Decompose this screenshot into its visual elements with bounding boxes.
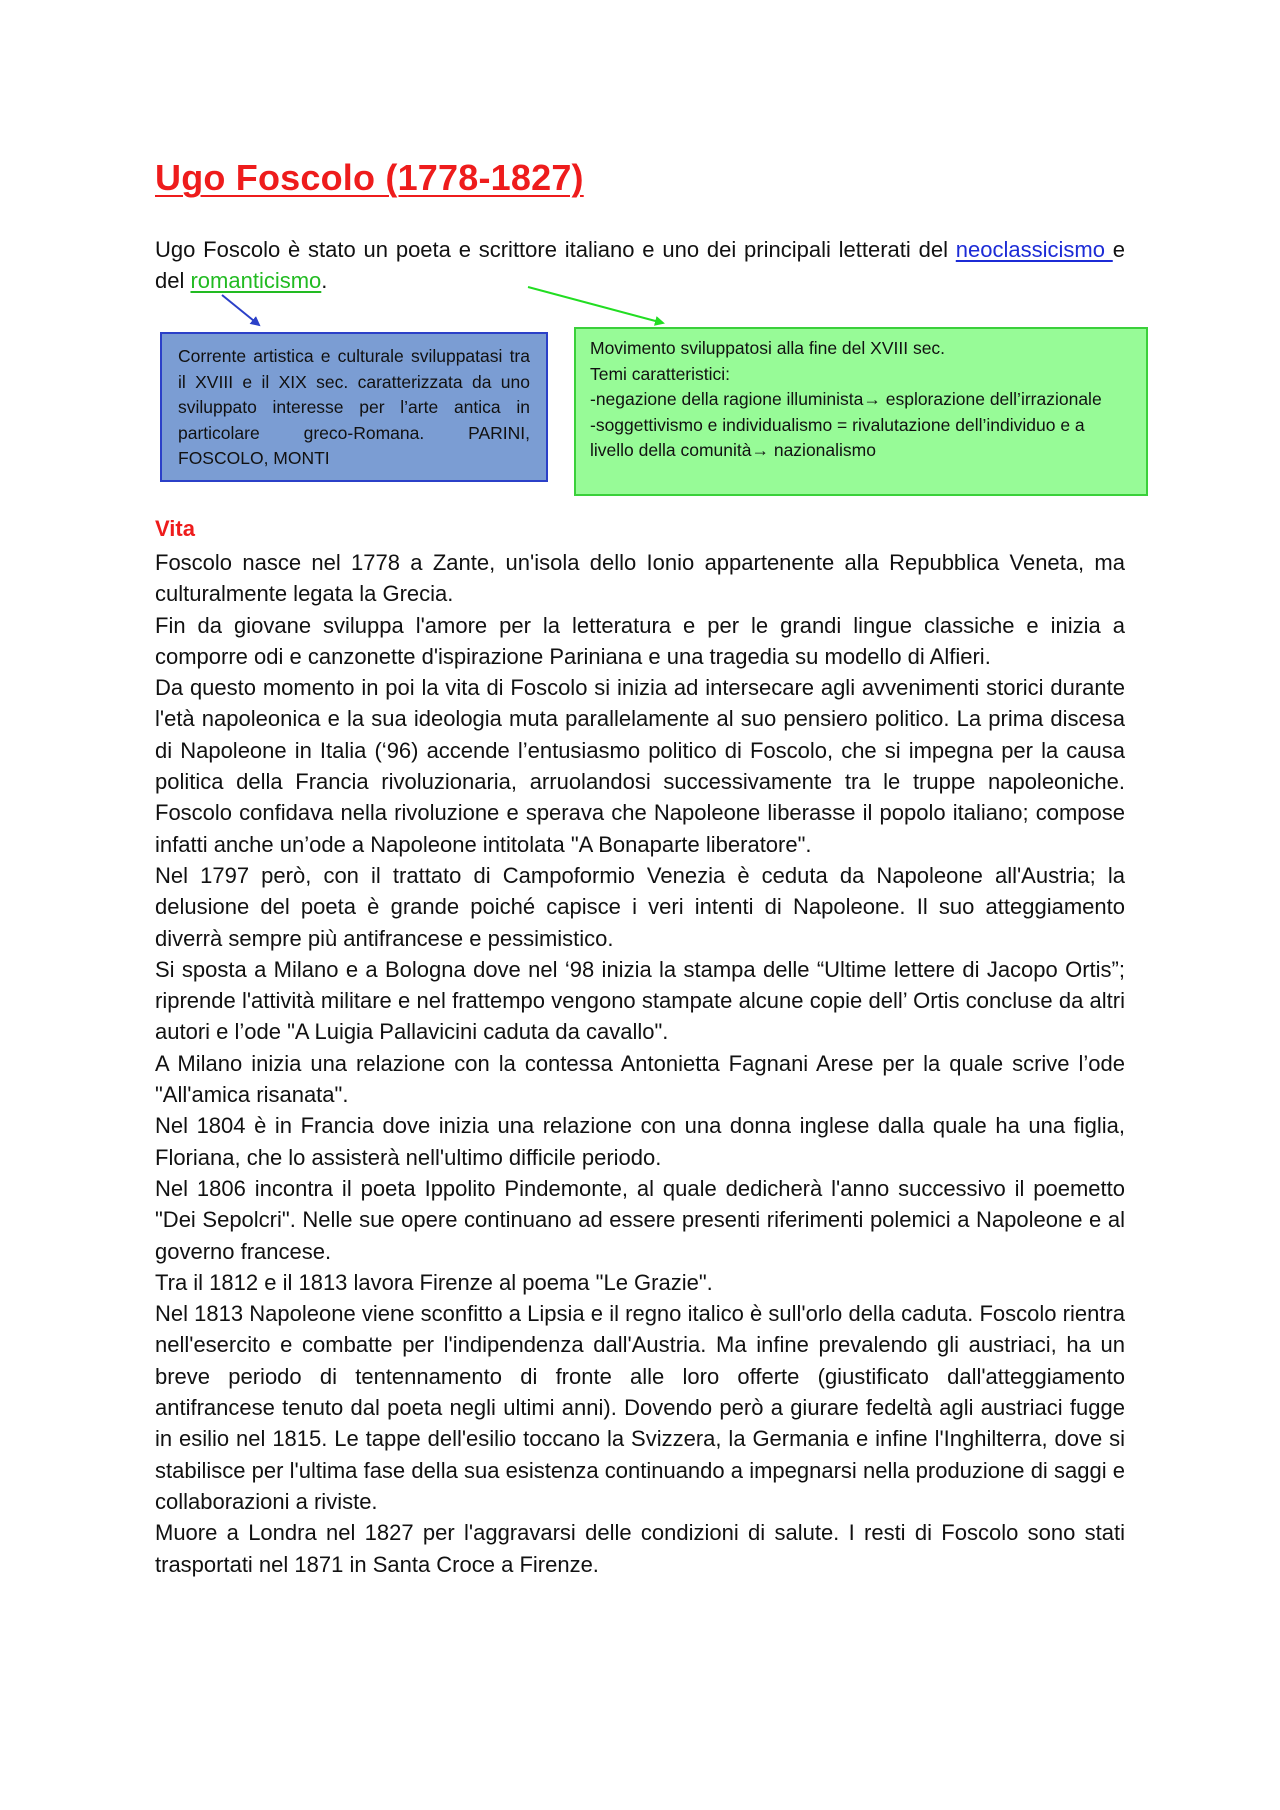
intro-paragraph: [155, 234, 1125, 296]
neoclassicismo-definition-box: [160, 332, 548, 482]
body-paragraph: A Milano inizia una relazione con la contessa Antonietta Fagnani Arese per la quale scrive l’ode "All'amica risanata".: [155, 1050, 1125, 1108]
body-paragraph: Nel 1813 Napoleone viene sconfitto a Lipsia e il regno italico è sull'orlo della caduta. Foscolo rientra nell'esercito e combatte per l'indipendenza dall'Austria. Ma infine prevalendo gli austriaci, ha un breve periodo di tentennamento di fronte alle loro offerte (giustificato dall'atteggiamento antifrancese tenuto dal poeta negli ultimi anni). Dovendo però a giurare fedeltà agli austriaci fugge in esilio nel 1815. Le tappe dell'esilio toccano la Svizzera, la Germania e infine l'Inghilterra, dove si stabilisce per l'ultima fase della sua esistenza continuando a impegnarsi nella produzione di saggi e collaborazioni a riviste.: [155, 1301, 1125, 1514]
box-blue-text: Corrente artistica e culturale sviluppatasi tra il XVIII e il XIX sec. caratterizzata da uno sviluppato interesse per l’arte antica in particolare greco-Romana. PARINI, FOSCOLO, MONTI: [178, 346, 530, 468]
vita-body: [155, 547, 1125, 1580]
box-green-line: Temi caratteristici:: [590, 363, 731, 384]
section-heading-vita: Vita: [155, 516, 195, 541]
intro-text-middle: e del: [155, 237, 1126, 293]
body-paragraph: Muore a Londra nel 1827 per l'aggravarsi delle condizioni di salute. I resti di Foscolo sono stati trasportati nel 1871 in Santa Croce a Firenze.: [155, 1520, 1125, 1577]
box-green-line: Movimento sviluppatosi alla fine del XVIII sec.: [590, 338, 946, 358]
romanticismo-definition-box: [574, 327, 1148, 496]
blue-arrow: [222, 295, 259, 325]
body-paragraph: Foscolo nasce nel 1778 a Zante, un'isola dello Ionio appartenente alla Repubblica Veneta, ma culturalmente legata la Grecia.: [155, 550, 1125, 607]
body-paragraph: Si sposta a Milano e a Bologna dove nel ‘98 inizia la stampa delle “Ultime lettere di Jacopo Ortis”; riprende l'attività militare e nel frattempo vengono stampate alcune copie dell’ Ortis concluse da altri autori e l’ode "A Luigia Pallavicini caduta da cavallo".: [155, 956, 1125, 1045]
body-paragraph: Da questo momento in poi la vita di Foscolo si inizia ad intersecare agli avvenimenti storici durante l'età napoleonica e la sua ideologia muta parallelamente al suo pensiero politico. La prima discesa di Napoleone in Italia (‘96) accende l’entusiasmo politico di Foscolo, che si impegna per la causa politica della Francia rivoluzionaria, arruolandosi successivamente tra le truppe napoleoniche. Foscolo confidava nella rivoluzione e sperava che Napoleone liberasse il popolo italiano; compose infatti anche un’ode a Napoleone intitolata "A Bonaparte liberatore".: [155, 675, 1125, 857]
intro-text-before: Ugo Foscolo è stato un poeta e scrittore italiano e uno dei principali letterati del: [155, 237, 956, 262]
intro-text-after: .: [321, 268, 328, 293]
body-paragraph: Nel 1806 incontra il poeta Ippolito Pindemonte, al quale dedicherà l'anno successivo il poemetto "Dei Sepolcri". Nelle sue opere continuano ad essere presenti riferimenti polemici a Napoleone e al governo francese.: [155, 1175, 1125, 1264]
body-paragraph: Nel 1797 però, con il trattato di Campoformio Venezia è ceduta da Napoleone all'Austria; la delusione del poeta è grande poiché capisce i veri intenti di Napoleone. Il suo atteggiamento diverrà sempre più antifrancese e pessimistico.: [155, 862, 1125, 951]
body-paragraph: Fin da giovane sviluppa l'amore per la letteratura e per le grandi lingue classiche e inizia a comporre odi e canzonette d'ispirazione Pariniana e una tragedia su modello di Alfieri.: [155, 612, 1125, 669]
body-paragraph: Tra il 1812 e il 1813 lavora Firenze al poema "Le Grazie".: [155, 1269, 713, 1295]
box-green-line: -negazione della ragione illuminista→ esplorazione dell’irrazionale: [590, 389, 1102, 409]
box-green-line: -soggettivismo e individualismo = rivalutazione dell’individuo e a livello della comunità→ nazionalismo: [590, 414, 1085, 460]
romanticismo-link[interactable]: romanticismo: [190, 268, 322, 293]
page-title: Ugo Foscolo (1778-1827): [155, 157, 584, 198]
neoclassicismo-link[interactable]: neoclassicismo: [955, 237, 1113, 262]
body-paragraph: Nel 1804 è in Francia dove inizia una relazione con una donna inglese dalla quale ha una figlia, Floriana, che lo assisterà nell'ultimo difficile periodo.: [155, 1113, 1125, 1170]
